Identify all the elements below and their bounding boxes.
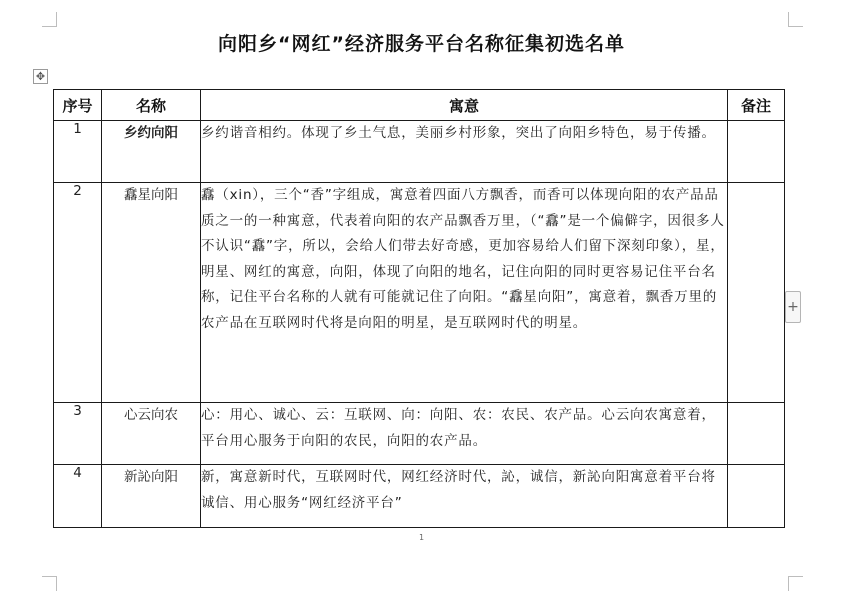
add-column-button[interactable]: + xyxy=(785,291,801,323)
page-corner-mark-top-right xyxy=(788,12,803,27)
header-remark: 备注 xyxy=(728,90,785,121)
cell-index[interactable]: 2 xyxy=(54,183,102,403)
cell-name[interactable]: 心云向农 xyxy=(102,403,201,465)
header-name: 名称 xyxy=(102,90,201,121)
table-move-handle-icon[interactable]: ✥ xyxy=(33,69,48,84)
cell-index[interactable]: 3 xyxy=(54,403,102,465)
header-meaning: 寓意 xyxy=(201,90,728,121)
table-row xyxy=(54,121,785,183)
header-index: 序号 xyxy=(54,90,102,121)
cell-index[interactable]: 1 xyxy=(54,121,102,183)
page-corner-mark-bottom-right xyxy=(788,576,803,591)
cell-meaning[interactable]: 新，寓意新时代，互联网时代，网红经济时代，訫，诚信，新訫向阳寓意着平台将诚信、用心服务“网红经济平台” xyxy=(201,465,728,528)
document-title: 向阳乡“网红”经济服务平台名称征集初选名单 xyxy=(218,33,625,55)
table-row xyxy=(54,403,785,465)
cell-name[interactable]: 馫星向阳 xyxy=(102,183,201,403)
page-number: 1 xyxy=(418,533,425,542)
cell-meaning[interactable]: 心：用心、诚心、云：互联网、向：向阳、农：农民、农产品。心云向农寓意着，平台用心服务于向阳的农民，向阳的农产品。 xyxy=(201,403,728,465)
cell-meaning[interactable]: 乡约谐音相约。体现了乡土气息，美丽乡村形象，突出了向阳乡特色，易于传播。 xyxy=(201,121,728,183)
page-corner-mark-top-left xyxy=(42,12,57,27)
cell-remark[interactable] xyxy=(728,465,785,528)
table-header-row xyxy=(54,90,785,121)
cell-name[interactable]: 乡约向阳 xyxy=(102,121,201,183)
cell-name[interactable]: 新訫向阳 xyxy=(102,465,201,528)
cell-remark[interactable] xyxy=(728,183,785,403)
page-corner-mark-bottom-left xyxy=(42,576,57,591)
table-row xyxy=(54,465,785,528)
candidate-names-table xyxy=(53,89,785,528)
cell-meaning[interactable]: 馫（xin），三个“香”字组成，寓意着四面八方飘香，而香可以体现向阳的农产品品质之一的一种寓意，代表着向阳的农产品飘香万里，（“馫”是一个偏僻字，因很多人不认识“馫”字，所以，会给人们带去好奇感，更加容易给人们留下深刻印象），星，明星、网红的寓意，向阳，体现了向阳的地名，记住向阳的同时更容易记住平台名称，记住平台名称的人就有可能就记住了向阳。“馫星向阳”，寓意着，飘香万里的农产品在互联网时代将是向阳的明星，是互联网时代的明星。 xyxy=(201,183,728,403)
cell-remark[interactable] xyxy=(728,403,785,465)
table-row xyxy=(54,183,785,403)
cell-remark[interactable] xyxy=(728,121,785,183)
cell-index[interactable]: 4 xyxy=(54,465,102,528)
